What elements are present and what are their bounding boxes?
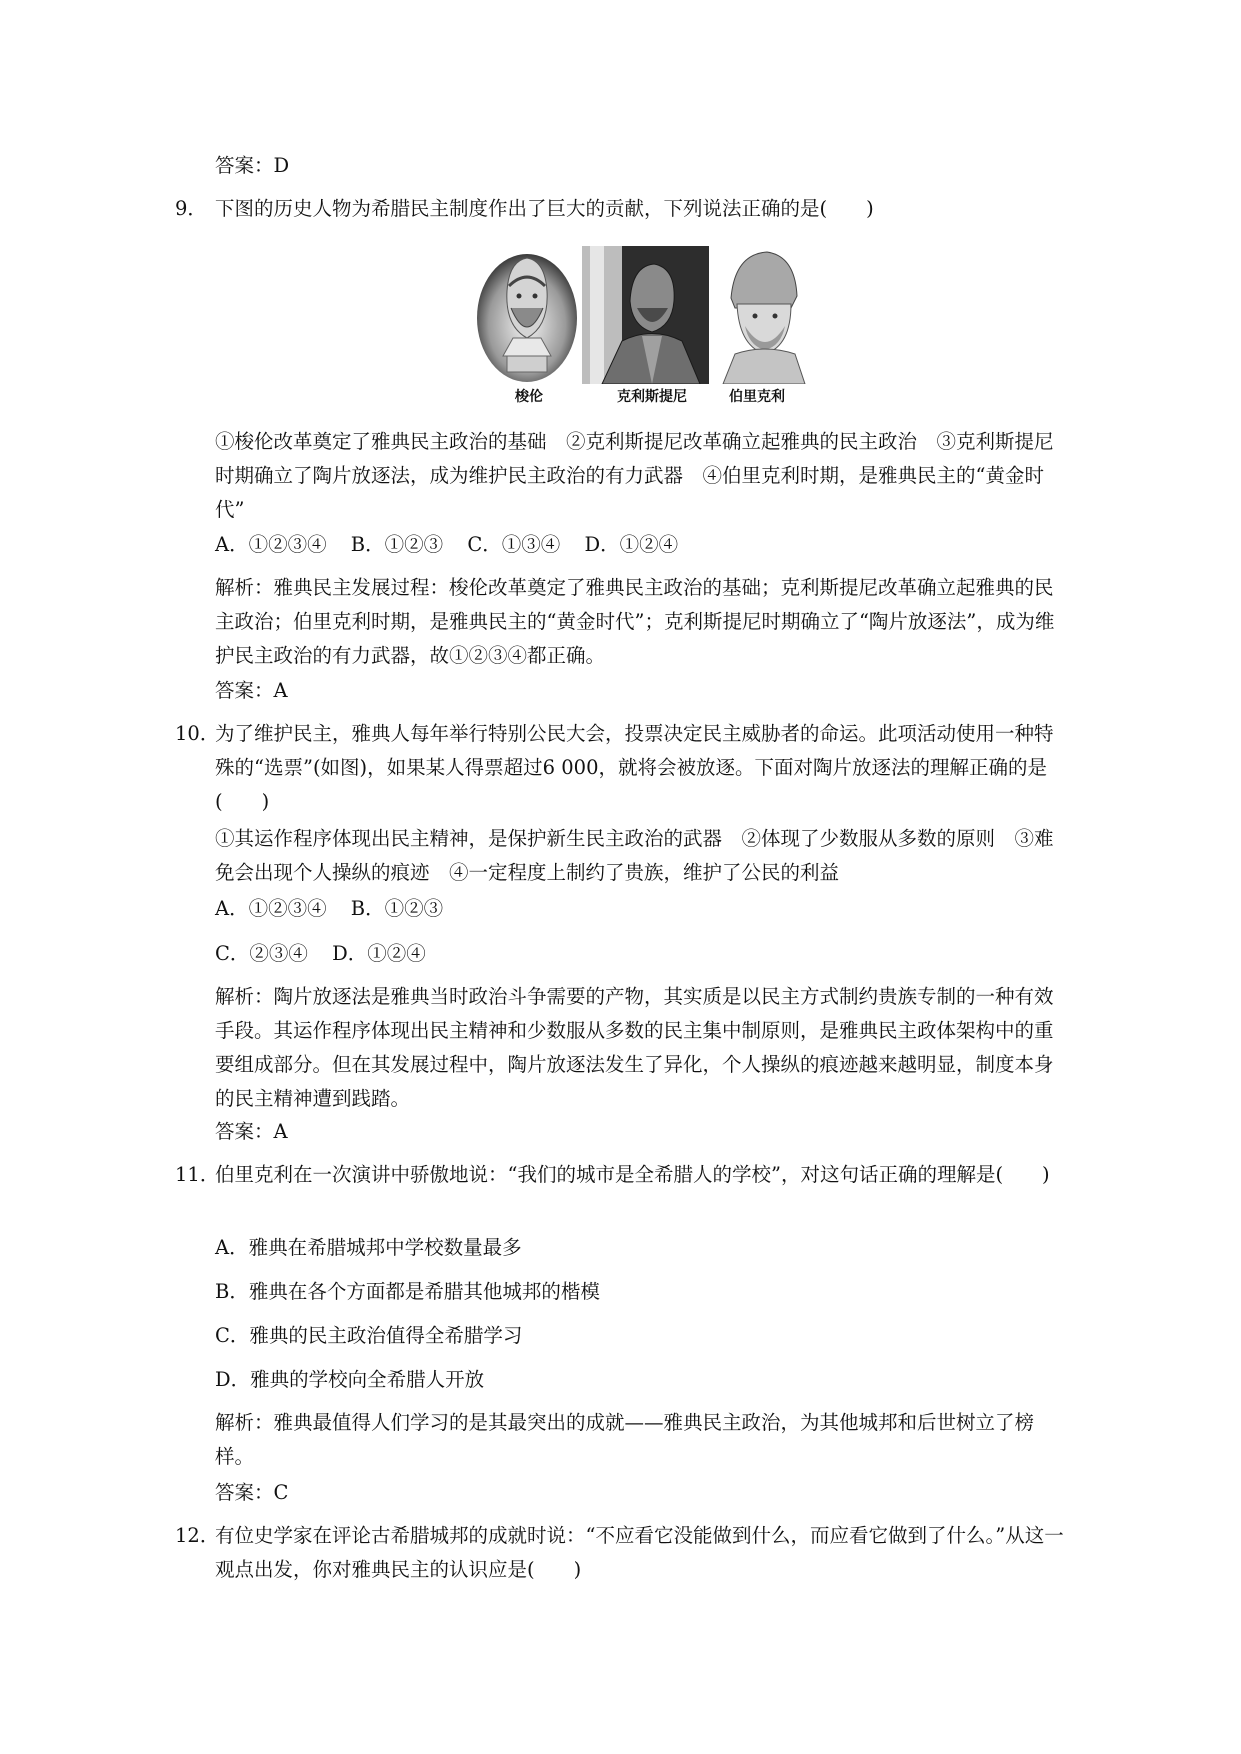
q10-statements: ①其运作程序体现出民主精神，是保护新生民主政治的武器 ②体现了少数服从多数的原则 ③难免会出现个人操纵的痕迹 ④一定程度上制约了贵族，维护了公民的利益 — [215, 827, 1054, 884]
pericles-portrait — [715, 246, 809, 384]
option-c: C．②③④ — [215, 942, 308, 965]
question-12 — [175, 1519, 1070, 1587]
q11-answer: 答案：C — [215, 1481, 289, 1504]
option-b: B．①②③ — [350, 897, 444, 920]
option-b: B．①②③ — [350, 533, 444, 556]
q9-analysis: 解析：雅典民主发展过程：梭伦改革奠定了雅典民主政治的基础；克利斯提尼改革确立起雅典的民主政治；伯里克利时期，是雅典民主的“黄金时代”；克利斯提尼时期确立了“陶片放逐法”，成为维护民主政治的有力武器，故①②③④都正确。 — [215, 576, 1055, 667]
portraits-figure — [477, 246, 809, 406]
question-stem: 为了维护民主，雅典人每年举行特别公民大会，投票决定民主威胁者的命运。此项活动使用一种特殊的“选票”(如图)，如果某人得票超过6 000，就将会被放逐。下面对陶片放逐法的理解正确的是( ) — [215, 722, 1054, 813]
q11-analysis: 解析：雅典最值得人们学习的是其最突出的成就——雅典民主政治，为其他城邦和后世树立了榜样。 — [215, 1411, 1035, 1468]
q10-options-line1 — [215, 892, 1070, 926]
q10-answer: 答案：A — [215, 1120, 288, 1143]
question-stem: 有位史学家在评论古希腊城邦的成就时说：“不应看它没能做到什么，而应看它做到了什么。”从这一观点出发，你对雅典民主的认识应是( ) — [215, 1524, 1064, 1581]
option-a: A．①②③④ — [215, 897, 327, 920]
option-a: A．①②③④ — [215, 533, 327, 556]
q9-answer: 答案：A — [215, 679, 288, 702]
q11-option-a: A．雅典在希腊城邦中学校数量最多 — [215, 1236, 522, 1259]
q11-option-c: C．雅典的民主政治值得全希腊学习 — [215, 1324, 523, 1347]
question-stem: 伯里克利在一次演讲中骄傲地说：“我们的城市是全希腊人的学校”，对这句话正确的理解是( ) — [215, 1163, 1050, 1186]
q10-options-line2 — [215, 937, 1070, 971]
option-d: D．①②④ — [584, 533, 679, 556]
q10-analysis: 解析：陶片放逐法是雅典当时政治斗争需要的产物，其实质是以民主方式制约贵族专制的一种有效手段。其运作程序体现出民主精神和少数服从多数的民主集中制原则，是雅典民主政体架构中的重要组成部分。但在其发展过程中，陶片放逐法发生了异化，个人操纵的痕迹越来越明显，制度本身的民主精神遭到践踏。 — [215, 985, 1054, 1110]
q9-options — [215, 528, 1070, 562]
question-9 — [175, 192, 1070, 226]
question-number: 10． — [175, 722, 220, 745]
q9-statements: ①梭伦改革奠定了雅典民主政治的基础 ②克利斯提尼改革确立起雅典的民主政治 ③克利斯提尼时期确立了陶片放逐法，成为维护民主政治的有力武器 ④伯里克利时期，是雅典民主的“黄金时代” — [215, 430, 1054, 521]
caption-solon: 梭伦 — [515, 389, 543, 405]
q11-option-b: B．雅典在各个方面都是希腊其他城邦的楷模 — [215, 1280, 600, 1303]
answer-q8: 答案：D — [215, 154, 290, 177]
question-number: 9． — [175, 197, 207, 220]
solon-portrait — [477, 246, 577, 384]
question-number: 12． — [175, 1524, 220, 1547]
question-number: 11． — [175, 1163, 220, 1186]
caption-pericles: 伯里克利 — [729, 389, 785, 405]
question-11 — [175, 1158, 1070, 1192]
option-d: D．①②④ — [332, 942, 426, 965]
question-10 — [175, 717, 1070, 819]
caption-cleisthenes: 克利斯提尼 — [617, 389, 687, 405]
option-c: C．①③④ — [467, 533, 561, 556]
q11-option-d: D．雅典的学校向全希腊人开放 — [215, 1368, 485, 1391]
cleisthenes-portrait — [582, 246, 709, 384]
question-stem: 下图的历史人物为希腊民主制度作出了巨大的贡献，下列说法正确的是( ) — [215, 197, 874, 220]
